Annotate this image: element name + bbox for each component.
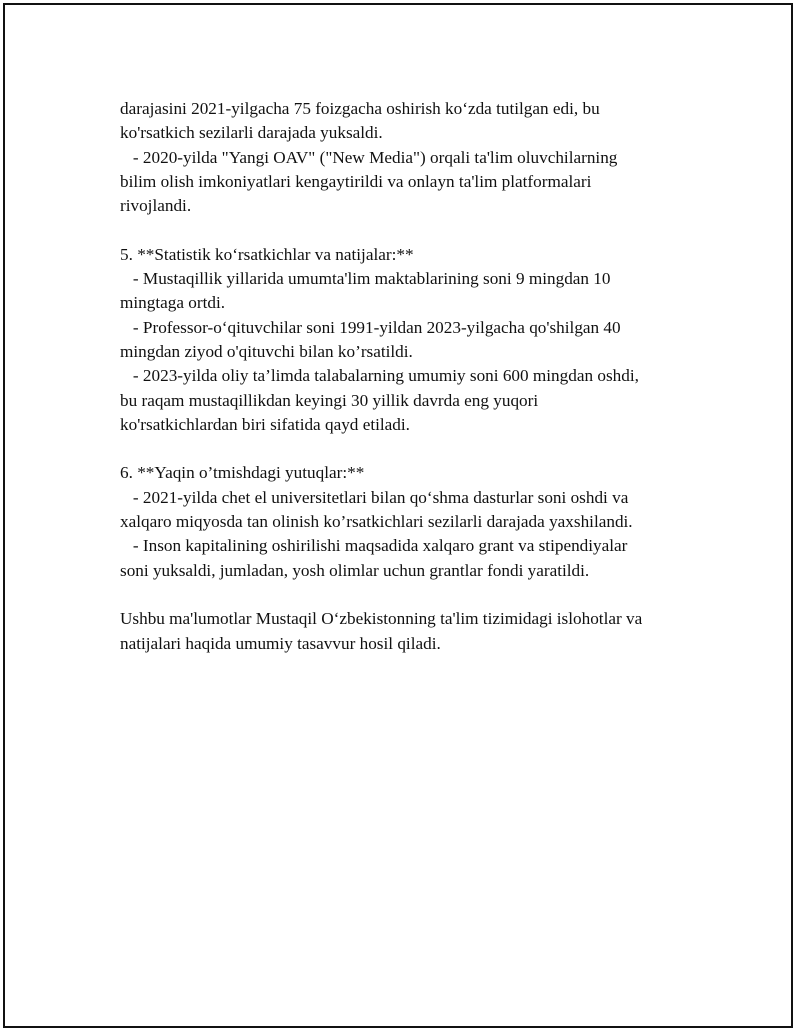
text-line: - Mustaqillik yillarida umumta'lim maktablarining soni 9 mingdan 10 (120, 269, 611, 289)
text-line: bu raqam mustaqillikdan keyingi 30 yillik davrda eng yuqori (120, 390, 539, 410)
text-line: mingdan ziyod o'qituvchi bilan ko’rsatildi. (120, 341, 413, 361)
text-line: - 2020-yilda "Yangi OAV" ("New Media") orqali ta'lim oluvchilarning (120, 147, 618, 167)
text-line: - 2021-yilda chet el universitetlari bilan qo‘shma dasturlar soni oshdi va (120, 487, 629, 507)
text-line: - Inson kapitalining oshirilishi maqsadida xalqaro grant va stipendiyalar (120, 536, 628, 556)
text-line: rivojlandi. (120, 196, 192, 216)
text-line: mingtaga ortdi. (120, 293, 226, 313)
paragraph-gap (120, 437, 700, 461)
text-line: darajasini 2021-yilgacha 75 foizgacha oshirish ko‘zda tutilgan edi, bu (120, 99, 600, 118)
paragraph-gap (120, 218, 700, 242)
text-line: xalqaro miqyosda tan olinish ko’rsatkichlari sezilarli darajada yaxshilandi. (120, 512, 633, 532)
section-heading: 5. **Statistik ko‘rsatkichlar va natijalar:** (120, 244, 414, 264)
text-line: bilim olish imkoniyatlari kengaytirildi va onlayn ta'lim platformalari (120, 171, 592, 191)
text-line: Ushbu ma'lumotlar Mustaqil O‘zbekistonning ta'lim tizimidagi islohotlar va (120, 609, 643, 629)
text-line: ko'rsatkich sezilarli darajada yuksaldi. (120, 123, 383, 143)
text-line: ko'rsatkichlardan biri sifatida qayd etiladi. (120, 414, 410, 434)
document-page (3, 3, 793, 1028)
text-line: - Professor-o‘qituvchilar soni 1991-yildan 2023-yilgacha qo'shilgan 40 (120, 317, 621, 337)
text-line: soni yuksaldi, jumladan, yosh olimlar uchun grantlar fondi yaratildi. (120, 560, 590, 580)
text-line: - 2023-yilda oliy ta’limda talabalarning umumiy soni 600 mingdan oshdi, (120, 366, 639, 386)
section-heading: 6. **Yaqin o’tmishdagi yutuqlar:** (120, 463, 365, 483)
document-body (120, 97, 700, 656)
paragraph-gap (120, 583, 700, 607)
text-line: natijalari haqida umumiy tasavvur hosil qiladi. (120, 633, 441, 653)
